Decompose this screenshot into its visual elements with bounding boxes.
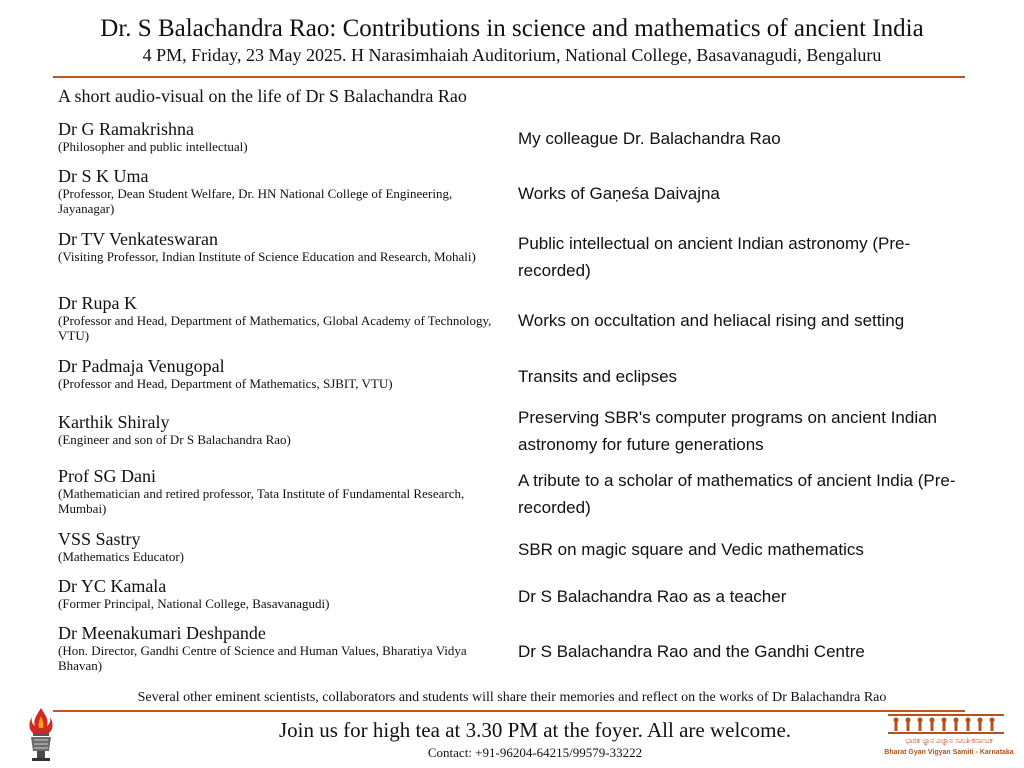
talk-title: Dr S Balachandra Rao and the Gandhi Centre	[518, 641, 865, 661]
speaker-name: VSS Sastry	[58, 529, 141, 549]
tea-invitation: Join us for high tea at 3.30 PM at the foyer. All are welcome.	[278, 718, 792, 742]
intro-line: A short audio-visual on the life of Dr S Balachandra Rao	[58, 86, 467, 106]
talk-title: Transits and eclipses	[518, 366, 678, 386]
people-frieze-icon	[884, 712, 1014, 736]
top-divider	[53, 76, 965, 78]
speaker-affiliation: (Former Principal, National College, Basavanagudi)	[58, 596, 330, 611]
header	[0, 14, 1024, 66]
speaker-affiliation: (Philosopher and public intellectual)	[58, 139, 248, 154]
logo-english-text: Bharat Gyan Vigyan Samiti - Karnataka	[884, 749, 1014, 756]
speaker-name: Dr Padmaja Venugopal	[58, 356, 225, 376]
talk-title: Dr S Balachandra Rao as a teacher	[518, 586, 787, 606]
bottom-divider	[53, 710, 965, 712]
talk-title: SBR on magic square and Vedic mathematics	[518, 539, 864, 559]
talk-title: Works of Gaṇeśa Daivajna	[518, 183, 720, 203]
speaker-name: Dr Meenakumari Deshpande	[58, 623, 266, 643]
speaker-affiliation: (Professor and Head, Department of Mathematics, Global Academy of Technology, VTU)	[58, 313, 492, 343]
speaker-name: Dr TV Venkateswaran	[58, 229, 218, 249]
bgvs-logo	[884, 712, 1014, 762]
talk-title: A tribute to a scholar of mathematics of ancient India (Pre-recorded)	[518, 471, 956, 517]
speaker-affiliation: (Professor and Head, Department of Mathematics, SJBIT, VTU)	[58, 376, 393, 391]
closing-note: Several other eminent scientists, collaborators and students will share their memories and reflect on the works of Dr Balachandra Rao	[137, 690, 887, 705]
talk-title: Works on occultation and heliacal rising and setting	[518, 310, 905, 330]
speaker-name: Dr Rupa K	[58, 293, 137, 313]
contact-info: Contact: +91-96204-64215/99579-33222	[427, 745, 643, 760]
speaker-name: Dr G Ramakrishna	[58, 119, 194, 139]
logo-kannada-text: ಭಾರತ ಜ್ಞಾನ ವಿಜ್ಞಾನ ಸಮಿತಿ-ಕರ್ನಾಟಕ	[905, 737, 993, 745]
speaker-affiliation: (Engineer and son of Dr S Balachandra Rao)	[58, 432, 291, 447]
speaker-name: Dr S K Uma	[58, 166, 149, 186]
speaker-affiliation: (Hon. Director, Gandhi Centre of Science and Human Values, Bharatiya Vidya Bhavan)	[58, 643, 467, 673]
event-details: 4 PM, Friday, 23 May 2025. H Narasimhaiah Auditorium, National College, Basavanagudi, Bengaluru	[142, 45, 882, 65]
speaker-affiliation: (Visiting Professor, Indian Institute of Science Education and Research, Mohali)	[58, 249, 476, 264]
speaker-affiliation: (Mathematician and retired professor, Tata Institute of Fundamental Research, Mumbai)	[58, 486, 465, 516]
speaker-affiliation: (Mathematics Educator)	[58, 549, 184, 564]
speaker-name: Karthik Shiraly	[58, 412, 170, 432]
speaker-affiliation: (Professor, Dean Student Welfare, Dr. HN National College of Engineering, Jayanagar)	[58, 186, 453, 216]
talk-title: My colleague Dr. Balachandra Rao	[518, 128, 781, 148]
speaker-name: Prof SG Dani	[58, 466, 156, 486]
speaker-name: Dr YC Kamala	[58, 576, 167, 596]
talk-title: Preserving SBR's computer programs on ancient Indian astronomy for future generations	[518, 408, 938, 454]
page-title: Dr. S Balachandra Rao: Contributions in science and mathematics of ancient India	[100, 15, 924, 42]
talk-title: Public intellectual on ancient Indian astronomy (Pre-recorded)	[518, 234, 911, 280]
